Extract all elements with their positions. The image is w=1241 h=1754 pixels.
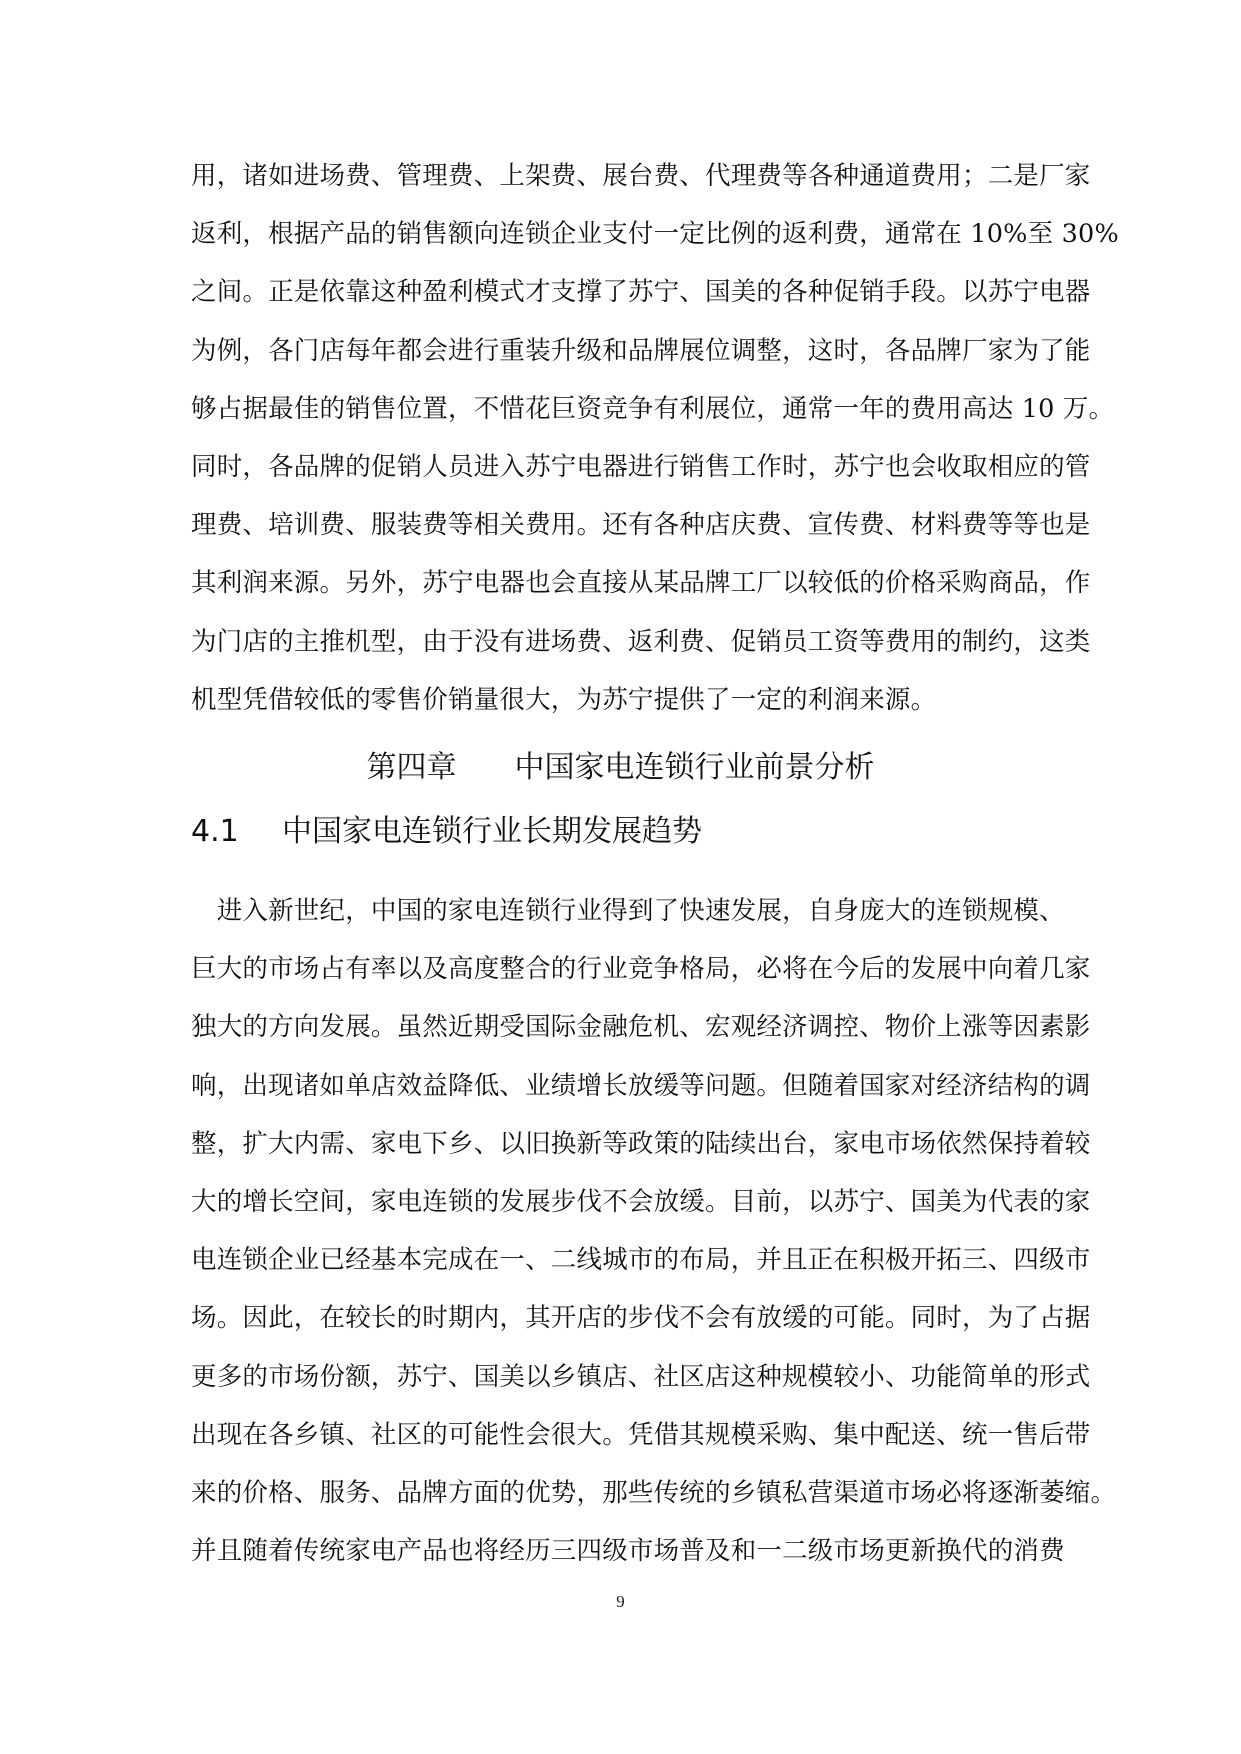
section-heading xyxy=(191,812,702,852)
chapter-label: 第四章 xyxy=(366,750,457,785)
paragraph-line: 场。因此，在较长的时期内，其开店的步伐不会有放缓的可能。同时，为了占据 xyxy=(191,1303,1091,1334)
paragraph-line: 够占据最佳的销售位置，不惜花巨资竞争有利展位，通常一年的费用高达 10 万。 xyxy=(191,393,1115,424)
paragraph-line: 返利，根据产品的销售额向连锁企业支付一定比例的返利费，通常在 10%至 30% xyxy=(191,219,1119,250)
chapter-heading xyxy=(0,748,1241,788)
paragraph-line: 大的增长空间，家电连锁的发展步伐不会放缓。目前，以苏宁、国美为代表的家 xyxy=(191,1186,1091,1217)
paragraph-line: 出现在各乡镇、社区的可能性会很大。凭借其规模采购、集中配送、统一售后带 xyxy=(191,1419,1091,1450)
paragraph-line: 为例，各门店每年都会进行重装升级和品牌展位调整，这时，各品牌厂家为了能 xyxy=(191,335,1091,366)
paragraph-line: 响，出现诸如单店效益降低、业绩增长放缓等问题。但随着国家对经济结构的调 xyxy=(191,1070,1091,1101)
chapter-title: 中国家电连锁行业前景分析 xyxy=(514,750,875,785)
paragraph-line: 整，扩大内需、家电下乡、以旧换新等政策的陆续出台，家电市场依然保持着较 xyxy=(191,1128,1091,1159)
paragraph-line: 理费、培训费、服装费等相关费用。还有各种店庆费、宣传费、材料费等等也是 xyxy=(191,510,1091,541)
paragraph-line: 机型凭借较低的零售价销量很大，为苏宁提供了一定的利润来源。 xyxy=(191,684,937,715)
paragraph-line: 巨大的市场占有率以及高度整合的行业竞争格局，必将在今后的发展中向着几家 xyxy=(191,954,1091,985)
section-title: 中国家电连锁行业长期发展趋势 xyxy=(282,814,702,849)
paragraph-line: 并且随着传统家电产品也将经历三四级市场普及和一二级市场更新换代的消费 xyxy=(191,1536,1065,1567)
section-number: 4.1 xyxy=(191,814,239,849)
page-number: 9 xyxy=(616,1592,625,1611)
paragraph-line: 同时，各品牌的促销人员进入苏宁电器进行销售工作时，苏宁也会收取相应的管 xyxy=(191,451,1091,482)
paragraph-line: 来的价格、服务、品牌方面的优势，那些传统的乡镇私营渠道市场必将逐渐萎缩。 xyxy=(191,1477,1117,1508)
paragraph-line: 更多的市场份额，苏宁、国美以乡镇店、社区店这种规模较小、功能简单的形式 xyxy=(191,1361,1091,1392)
paragraph-line: 进入新世纪，中国的家电连锁行业得到了快速发展，自身庞大的连锁规模、 xyxy=(191,896,1065,926)
paragraph-line: 用，诸如进场费、管理费、上架费、展台费、代理费等各种通道费用；二是厂家 xyxy=(191,161,1091,191)
paragraph-line: 其利润来源。另外，苏宁电器也会直接从某品牌工厂以较低的价格采购商品，作 xyxy=(191,568,1091,599)
paragraph-line: 独大的方向发展。虽然近期受国际金融危机、宏观经济调控、物价上涨等因素影 xyxy=(191,1012,1091,1043)
paragraph-line: 电连锁企业已经基本完成在一、二线城市的布局，并且正在积极开拓三、四级市 xyxy=(191,1245,1091,1276)
paragraph-line: 之间。正是依靠这种盈利模式才支撑了苏宁、国美的各种促销手段。以苏宁电器 xyxy=(191,277,1091,308)
paragraph-line: 为门店的主推机型，由于没有进场费、返利费、促销员工资等费用的制约，这类 xyxy=(191,626,1091,657)
body-paragraph-2 xyxy=(191,882,1117,1580)
body-paragraph-1 xyxy=(191,147,1119,729)
